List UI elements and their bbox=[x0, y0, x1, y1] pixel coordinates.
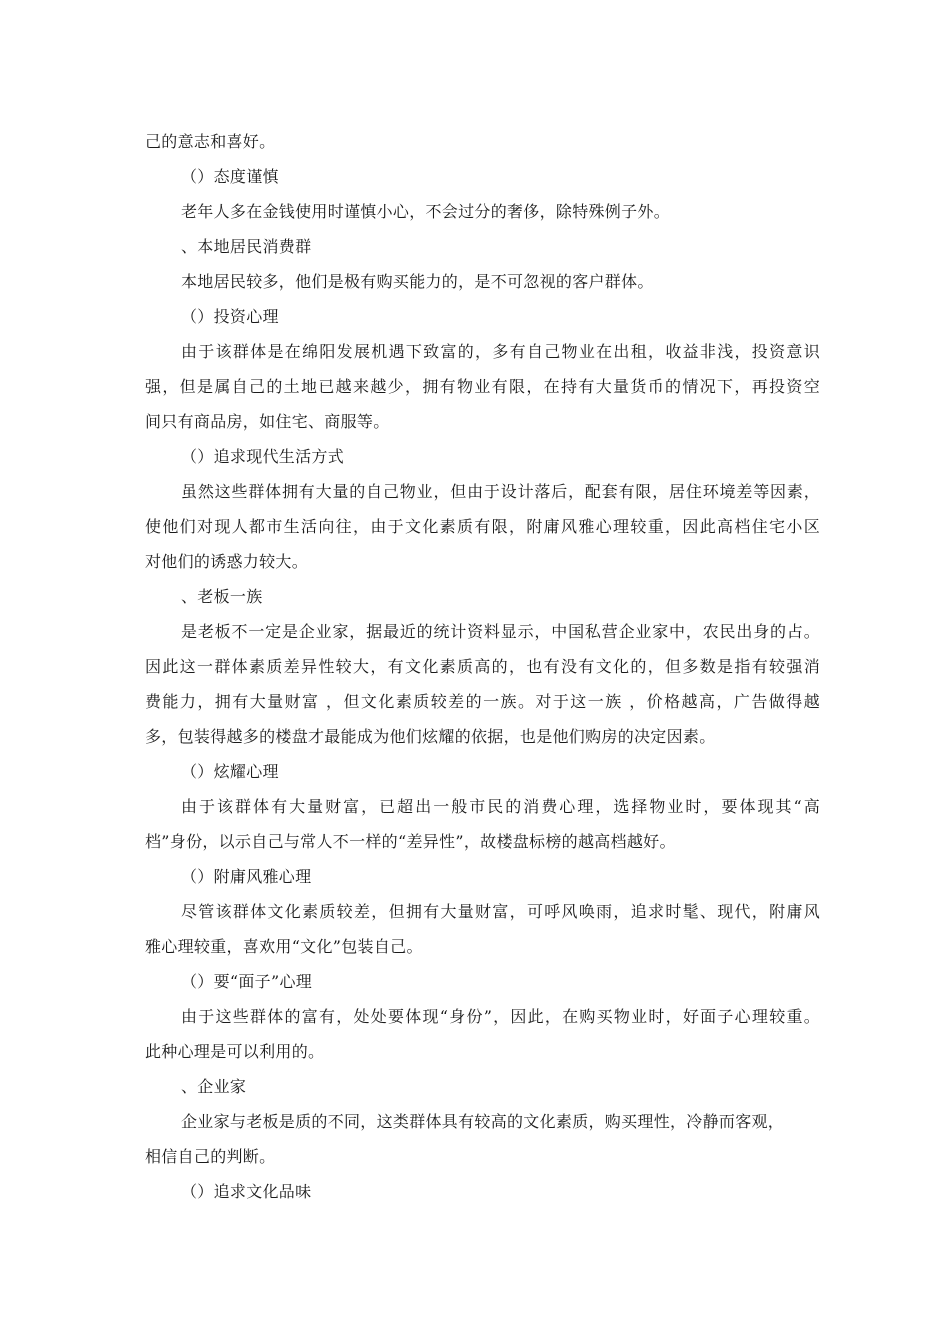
text-line: 老年人多在金钱使用时谨慎小心，不会过分的奢侈，除特殊例子外。 bbox=[181, 202, 671, 221]
text-line: 由于该群体有大量财富，已超出一般市民的消费心理，选择物业时，要体现其“高 bbox=[181, 797, 820, 816]
text-line: 尽管该群体文化素质较差，但拥有大量财富，可呼风唤雨，追求时髦、现代，附庸风 bbox=[181, 902, 820, 921]
document-page bbox=[145, 124, 820, 1209]
text-line: 此种心理是可以利用的。 bbox=[145, 1042, 325, 1061]
text-line: （）追求文化品味 bbox=[181, 1182, 312, 1201]
text-line: 、企业家 bbox=[181, 1077, 247, 1096]
text-line: （）投资心理 bbox=[181, 307, 279, 326]
text-line: 因此这一群体素质差异性较大，有文化素质高的，也有没有文化的，但多数是指有较强消 bbox=[145, 657, 820, 676]
text-line: 间只有商品房，如住宅、商服等。 bbox=[145, 412, 390, 431]
text-line: 使他们对现人都市生活向往，由于文化素质有限，附庸风雅心理较重，因此高档住宅小区 bbox=[145, 517, 820, 536]
text-line: （）要“面子”心理 bbox=[181, 972, 313, 991]
text-line: 档”身份，以示自己与常人不一样的“差异性”，故楼盘标榜的越高档越好。 bbox=[145, 832, 676, 851]
text-line: 企业家与老板是质的不同，这类群体具有较高的文化素质，购买理性，冷静而客观， bbox=[181, 1112, 785, 1131]
text-line: 费能力，拥有大量财富 ，但文化素质较差的一族。对于这一族 ，价格越高，广告做得越 bbox=[145, 692, 820, 711]
text-line: 相信自己的判断。 bbox=[145, 1147, 276, 1166]
text-line: 、老板一族 bbox=[181, 587, 263, 606]
text-line: 由于该群体是在绵阳发展机遇下致富的，多有自己物业在出租，收益非浅，投资意识 bbox=[181, 342, 820, 361]
text-line: 己的意志和喜好。 bbox=[145, 132, 276, 151]
text-line: 多，包装得越多的楼盘才最能成为他们炫耀的依据，也是他们购房的决定因素。 bbox=[145, 727, 716, 746]
text-line: 本地居民较多，他们是极有购买能力的，是不可忽视的客户群体。 bbox=[181, 272, 654, 291]
text-line: 强，但是属自己的土地已越来越少，拥有物业有限，在持有大量货币的情况下，再投资空 bbox=[145, 377, 820, 396]
text-line: （）炫耀心理 bbox=[181, 762, 279, 781]
text-line: 雅心理较重，喜欢用“文化”包装自己。 bbox=[145, 937, 423, 956]
text-line: （）追求现代生活方式 bbox=[181, 447, 345, 466]
text-line: 对他们的诱惑力较大。 bbox=[145, 552, 309, 571]
text-line: 虽然这些群体拥有大量的自己物业，但由于设计落后，配套有限，居住环境差等因素， bbox=[181, 482, 820, 501]
text-line: 、本地居民消费群 bbox=[181, 237, 312, 256]
text-line: （）附庸风雅心理 bbox=[181, 867, 312, 886]
text-line: （）态度谨慎 bbox=[181, 167, 279, 186]
text-line: 由于这些群体的富有，处处要体现“身份”，因此，在购买物业时，好面子心理较重。 bbox=[181, 1007, 820, 1026]
text-line: 是老板不一定是企业家，据最近的统计资料显示，中国私营企业家中，农民出身的占。 bbox=[181, 622, 820, 641]
